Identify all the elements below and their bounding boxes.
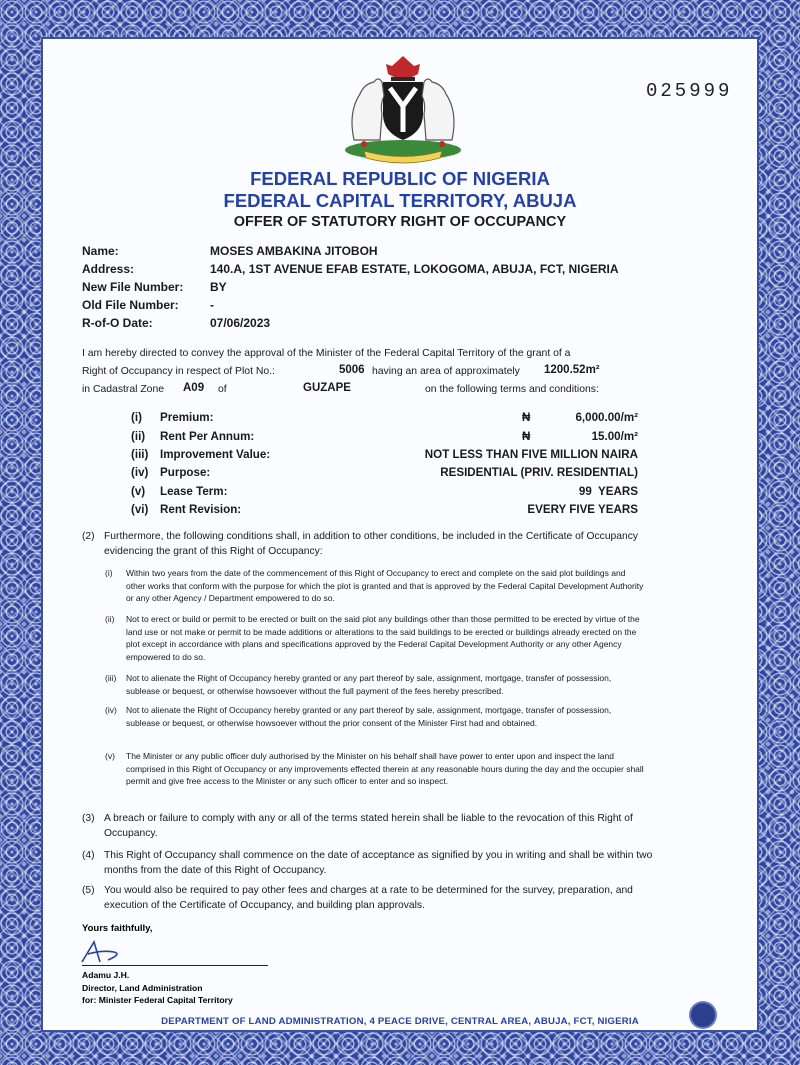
cadastral-zone: A09	[183, 382, 205, 394]
signature-line	[82, 965, 268, 966]
signatory-for: for: Minister Federal Capital Territory	[82, 995, 233, 1005]
term-num: (vi)	[131, 503, 149, 516]
document-title: OFFER OF STATUTORY RIGHT OF OCCUPANCY	[233, 214, 567, 230]
currency-symbol: ₦	[522, 430, 531, 443]
subcondition-v: (v) The Minister or any public officer duly authorised by the Minister on his behalf shall have power to enter upon and inspect the land comprised in this Right of Occupancy or any improvements effected therein at any reasonable hours during the day and the occupier shall permit and give free access to the Minister or any such officer to enter and so inspect.	[105, 751, 644, 787]
detail-old-file-number: Old File Number: -	[82, 298, 214, 312]
currency-symbol: ₦	[522, 411, 531, 424]
intro-line-3c: on the following terms and conditions:	[425, 384, 599, 395]
term-value: 99 YEARS	[578, 485, 638, 498]
subcondition-ii: (ii) Not to erect or build or permit to be erected or built on the said plot any buildings other than those permitted to be erected by virtue of the land use or not make or permit to be made additions or alterations to the said buildings to be erected or buildings already erected on the plot except in accordance with plans and specifications approved by the Federal Capital Development Authority or any other Agency empowered to do so.	[105, 614, 640, 662]
coat-of-arms-icon	[334, 52, 472, 164]
condition-3: (3) A breach or failure to comply with any or all of the terms stated herein shall be liable to the revocation of this Right of Occupancy.	[82, 813, 633, 839]
district: GUZAPE	[303, 382, 351, 394]
signature-icon	[78, 938, 128, 966]
term-value: 15.00/m²	[591, 430, 638, 443]
detail-name: Name: MOSES AMBAKINA JITOBOH	[82, 244, 378, 258]
signatory-block	[82, 969, 233, 1007]
condition-2: (2) Furthermore, the following conditions shall, in addition to other conditions, be included in the Certificate of Occupancy evidencing the grant of this Right of Occupancy:	[82, 531, 639, 557]
term-num: (iii)	[131, 448, 149, 461]
intro-line-2b: having an area of approximately	[372, 366, 520, 377]
term-value: 6,000.00/m²	[575, 411, 638, 424]
plot-area: 1200.52m²	[544, 364, 600, 376]
serial-number: 025999	[646, 80, 733, 102]
intro-line-2a: Right of Occupancy in respect of Plot No.:	[82, 366, 275, 377]
header-country: FEDERAL REPUBLIC OF NIGERIA	[250, 168, 550, 189]
intro-line-1: I am hereby directed to convey the approval of the Minister of the Federal Capital Territory of the grant of a	[82, 348, 571, 359]
detail-address: Address: 140.A, 1ST AVENUE EFAB ESTATE, LOKOGOMA, ABUJA, FCT, NIGERIA	[82, 262, 619, 276]
plot-number: 5006	[339, 364, 365, 376]
signatory-title: Director, Land Administration	[82, 982, 203, 993]
detail-new-file-number: New File Number: BY	[82, 280, 227, 294]
term-num: (iv)	[131, 466, 149, 479]
term-num: (i)	[131, 411, 142, 424]
term-label: Rent Per Annum:	[160, 430, 255, 443]
intro-line-3a: in Cadastral Zone	[82, 384, 165, 395]
subcondition-iii: (iii) Not to alienate the Right of Occupancy hereby granted or any part thereof by sale, assignment, mortgage, transfer of possession, sublease or bequest, or otherwise howsoever without the full payment of the fees hereby prescribed.	[105, 673, 612, 696]
condition-5: (5) You would also be required to pay other fees and charges at a rate to be determined for the survey, preparation, and execution of the Certificate of Occupancy, and building plan approvals.	[82, 885, 633, 911]
subcondition-i: (i) Within two years from the date of the commencement of this Right of Occupancy to erect and complete on the said plot buildings and other works that conform with the purpose for which the plot is granted and that is approved by the Federal Capital Development Authority or any other Agency / Department empowered to do so.	[105, 568, 644, 604]
signatory-name: Adamu J.H.	[82, 970, 130, 980]
term-value: EVERY FIVE YEARS	[527, 503, 638, 516]
term-label: Improvement Value:	[160, 448, 271, 461]
header-territory: FEDERAL CAPITAL TERRITORY, ABUJA	[223, 190, 577, 211]
term-value: NOT LESS THAN FIVE MILLION NAIRA	[424, 448, 638, 461]
term-label: Purpose:	[160, 466, 211, 479]
detail-rofo-date: R-of-O Date: 07/06/2023	[82, 316, 271, 330]
term-value: RESIDENTIAL (PRIV. RESIDENTIAL)	[440, 466, 638, 479]
term-label: Premium:	[160, 411, 214, 424]
term-label: Rent Revision:	[160, 503, 242, 516]
closing: Yours faithfully,	[82, 923, 153, 934]
condition-4: (4) This Right of Occupancy shall commence on the date of acceptance as signified by you in writing and shall be within two months from the date of this Right of Occupancy.	[82, 850, 653, 876]
term-num: (ii)	[131, 430, 146, 443]
intro-line-3b: of	[218, 384, 227, 395]
footer-address: DEPARTMENT OF LAND ADMINISTRATION, 4 PEACE DRIVE, CENTRAL AREA, ABUJA, FCT, NIGERIA	[161, 1016, 639, 1027]
term-num: (v)	[131, 485, 146, 498]
term-label: Lease Term:	[160, 485, 228, 498]
seal-icon	[691, 1003, 715, 1027]
subcondition-iv: (iv) Not to alienate the Right of Occupancy hereby granted or any part thereof by sale, assignment, mortgage, transfer of possession, sublease or bequest, or otherwise howsoever without the prior consent of the Minister First had and obtained.	[105, 705, 612, 728]
